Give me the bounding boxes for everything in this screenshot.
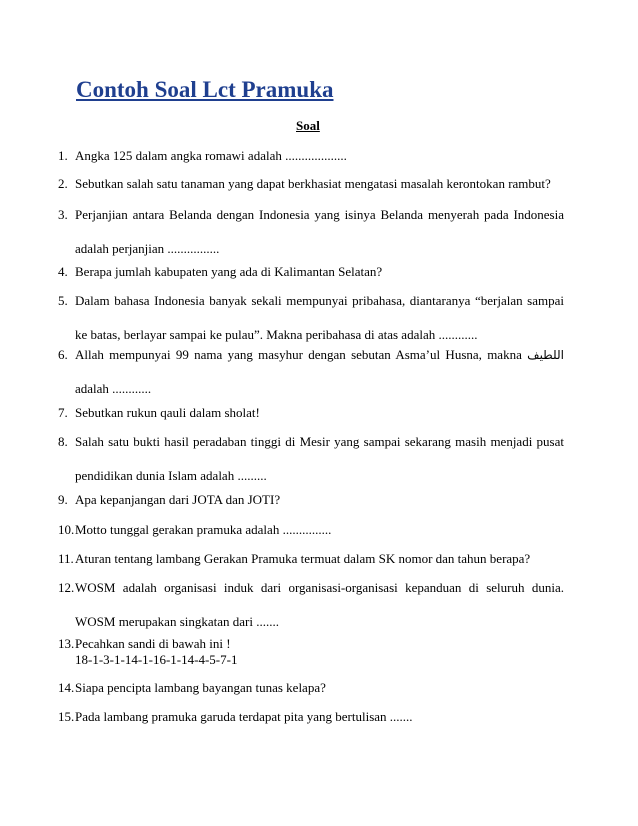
question-item [58, 700, 564, 734]
question-text: Pada lambang pramuka garuda terdapat pita yang bertulisan ....... [75, 709, 413, 724]
question-number: 6. [58, 347, 68, 362]
question-number: 14. [58, 680, 75, 695]
section-heading: Soal [296, 118, 320, 133]
question-item [58, 483, 564, 517]
question-text: WOSM adalah organisasi induk dari organisasi-organisasi kepanduan di seluruh dunia. WOSM merupakan singkatan dari ....... [75, 580, 564, 629]
question-number: 12. [58, 580, 75, 595]
question-text-before: Allah mempunyai 99 nama yang masyhur dengan sebutan Asma’ul Husna, makna [75, 347, 522, 362]
question-number: 10. [58, 522, 75, 537]
question-number: 5. [58, 293, 68, 308]
question-text: Siapa pencipta lambang bayangan tunas kelapa? [75, 680, 326, 695]
document-title: Contoh Soal Lct Pramuka [76, 77, 334, 102]
question-number: 8. [58, 434, 68, 449]
question-item [58, 167, 564, 201]
question-text: Apa kepanjangan dari JOTA dan JOTI? [75, 492, 281, 507]
question-text: Salah satu bukti hasil peradaban tinggi di Mesir yang sampai sekarang masih menjadi pusat pendidikan dunia Islam adalah ......... [75, 434, 564, 483]
question-number: 13. [58, 636, 75, 651]
question-number: 11. [58, 551, 74, 566]
question-text: Berapa jumlah kabupaten yang ada di Kalimantan Selatan? [75, 264, 383, 279]
question-number: 7. [58, 405, 68, 420]
question-text-after: adalah ............ [75, 381, 152, 396]
question-text: Angka 125 dalam angka romawi adalah ................... [75, 148, 347, 163]
question-number: 2. [58, 176, 68, 191]
question-text: Dalam bahasa Indonesia banyak sekali mempunyai pribahasa, diantaranya “berjalan sampai ke batas, berlayar sampai ke pulau”. Makna peribahasa di atas adalah ............ [75, 293, 564, 342]
question-text: Perjanjian antara Belanda dengan Indonesia yang isinya Belanda menyerah pada Indonesia adalah perjanjian ................ [75, 207, 564, 256]
question-text: Pecahkan sandi di bawah ini ! [75, 636, 231, 651]
question-text: Sebutkan rukun qauli dalam sholat! [75, 405, 260, 420]
question-text: Aturan tentang lambang Gerakan Pramuka termuat dalam SK nomor dan tahun berapa? [75, 551, 531, 566]
question-text-block [75, 627, 564, 668]
question-number: 4. [58, 264, 68, 279]
question-number: 3. [58, 207, 68, 222]
question-text: Sebutkan salah satu tanaman yang dapat berkhasiat mengatasi masalah kerontokan rambut? [75, 176, 551, 191]
question-item [58, 627, 564, 668]
question-text: Motto tunggal gerakan pramuka adalah ............... [75, 522, 332, 537]
arabic-term: اللطيف [527, 348, 564, 362]
cipher-code: 18-1-3-1-14-1-16-1-14-4-5-7-1 [75, 652, 238, 667]
question-number: 15. [58, 709, 75, 724]
question-number: 1. [58, 148, 68, 163]
question-number: 9. [58, 492, 68, 507]
